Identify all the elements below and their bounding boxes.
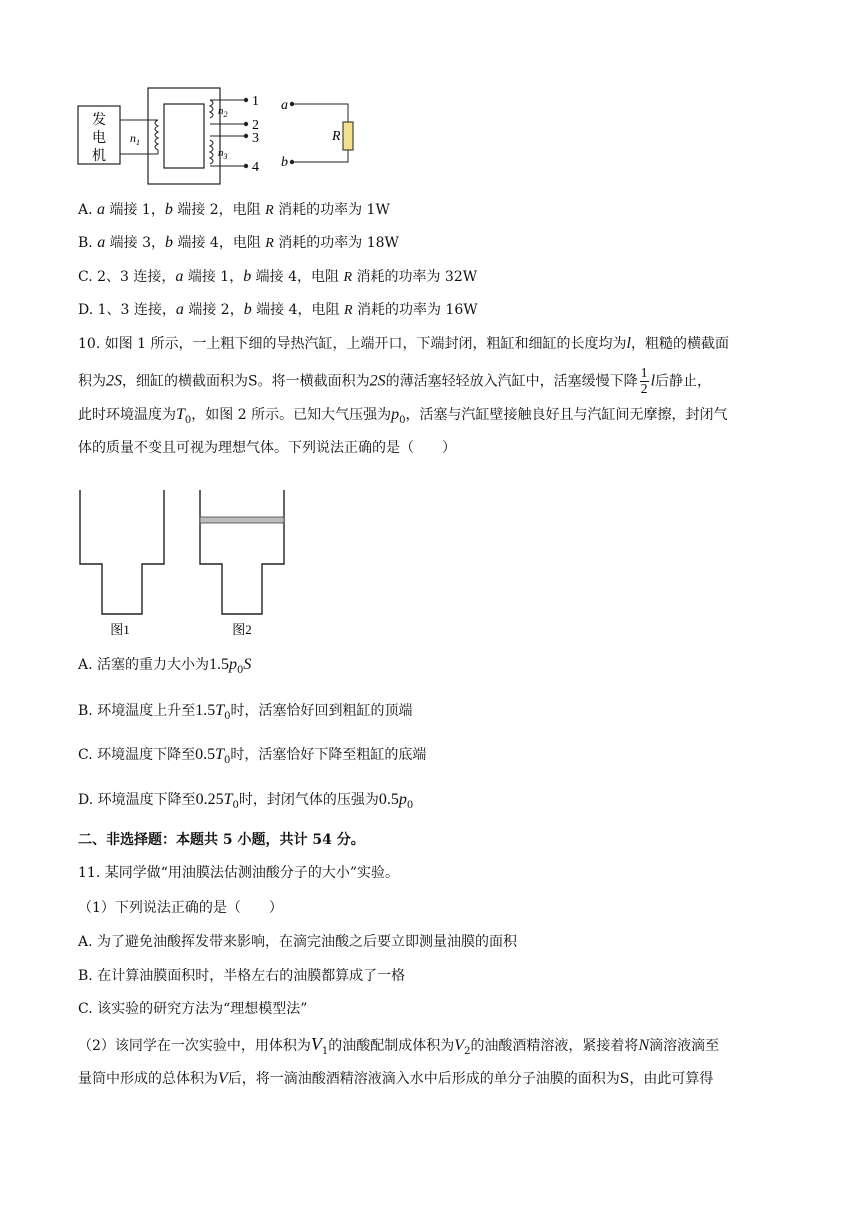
fig1-caption: 图1 [110,622,130,637]
terminal-1 [244,98,248,102]
q10-option-a: A. 活塞的重力大小为$1.5p_0S$ [78,656,252,676]
q9-option-c: C. 2、3 连接，a 端接 1，b 端接 4，电阻 R 消耗的功率为 32W [78,268,478,285]
transformer-circuit-diagram [70,84,370,188]
q11-title: 11. 某同学做“用油膜法估测油酸分子的大小”实验。 [78,865,400,881]
fig2-caption: 图2 [232,622,252,637]
q11-sub2-line-2: 量筒中形成的总体积为V后，将一滴油酸酒精溶液滴入水中后形成的单分子油膜的面积为S，由此可算得 [78,1070,714,1087]
terminal-2 [244,122,248,126]
terminal-1-label: 1 [252,94,259,109]
q11-option-b: B. 在计算油膜面积时，半格左右的油膜都算成了一格 [78,968,406,984]
a-label: a [281,98,288,113]
section-heading: 二、非选择题：本题共 5 小题，共计 54 分。 [78,832,365,848]
R-label: R [332,129,341,144]
q9-option-d: D. 1、3 连接，a 端接 2，b 端接 4，电阻 R 消耗的功率为 16W [78,301,478,318]
q10-stem-line-1: 10. 如图 1 所示，一上粗下细的导热汽缸，上端开口，下端封闭，粗缸和细缸的长度均为l，粗糙的横截面 [78,335,729,352]
terminal-2-label: 2 [252,118,259,133]
primary-coil [155,120,158,154]
n2-label: $n_2$ [218,105,228,119]
generator-label-3: 机 [92,149,106,164]
q9-option-a: A. a 端接 1，b 端接 2，电阻 R 消耗的功率为 1W [78,201,390,218]
resistor [343,122,353,150]
transformer-core-outer [148,88,220,184]
generator-label-2: 电 [92,131,106,146]
cylinder-figure-2 [200,490,284,614]
q11-sub1: （1）下列说法正确的是（ ） [78,900,283,916]
q10-option-b: B. 环境温度上升至$1.5T_0$时，活塞恰好回到粗缸的顶端 [78,702,413,722]
fraction-half: $\frac{1}{2}$ [640,366,648,397]
q9-option-b: B. a 端接 3，b 端接 4，电阻 R 消耗的功率为 18W [78,234,399,251]
q10-stem-line-4: 体的质量不变且可视为理想气体。下列说法正确的是（ ） [78,440,456,456]
cylinder-figures [76,488,316,640]
q10-stem-line-3: 此时环境温度为$T_0$，如图 2 所示。已知大气压强为$p_0$，活塞与汽缸壁接触良好且与汽缸间无摩擦，封闭气 [78,406,728,426]
generator-label-1: 发 [92,113,106,128]
n1-label: $n_1$ [130,131,140,147]
terminal-4-label: 4 [252,160,259,175]
b-label: b [281,155,288,170]
terminal-3-label: 3 [252,131,259,146]
secondary-coil-n2 [210,100,213,164]
terminal-4 [244,164,248,168]
q11-sub2-line-1: （2）该同学在一次实验中，用体积为$V_1$的油酸配制成体积为$V_2$的油酸酒精溶液，紧接着将N滴溶液滴至 [78,1034,720,1057]
q10-option-c: C. 环境温度下降至$0.5T_0$时，活塞恰好下降至粗缸的底端 [78,746,427,766]
q10-stem-line-2: 积为2S，细缸的横截面积为S。将一横截面积为2S的薄活塞轻轻放入汽缸中，活塞缓慢下降 $\frac{1}{2}$ l后静止， [78,366,712,397]
q10-option-d: D. 环境温度下降至$0.25T_0$时，封闭气体的压强为$0.5p_0$ [78,791,414,811]
terminal-3 [244,134,248,138]
n3-label: $n_3$ [218,147,228,161]
transformer-core-inner [164,104,204,168]
q11-option-c: C. 该实验的研究方法为“理想模型法” [78,1001,308,1017]
q11-option-a: A. 为了避免油酸挥发带来影响，在滴完油酸之后要立即测量油膜的面积 [78,934,518,950]
cylinder-figure-1 [80,490,164,614]
piston [200,517,284,523]
